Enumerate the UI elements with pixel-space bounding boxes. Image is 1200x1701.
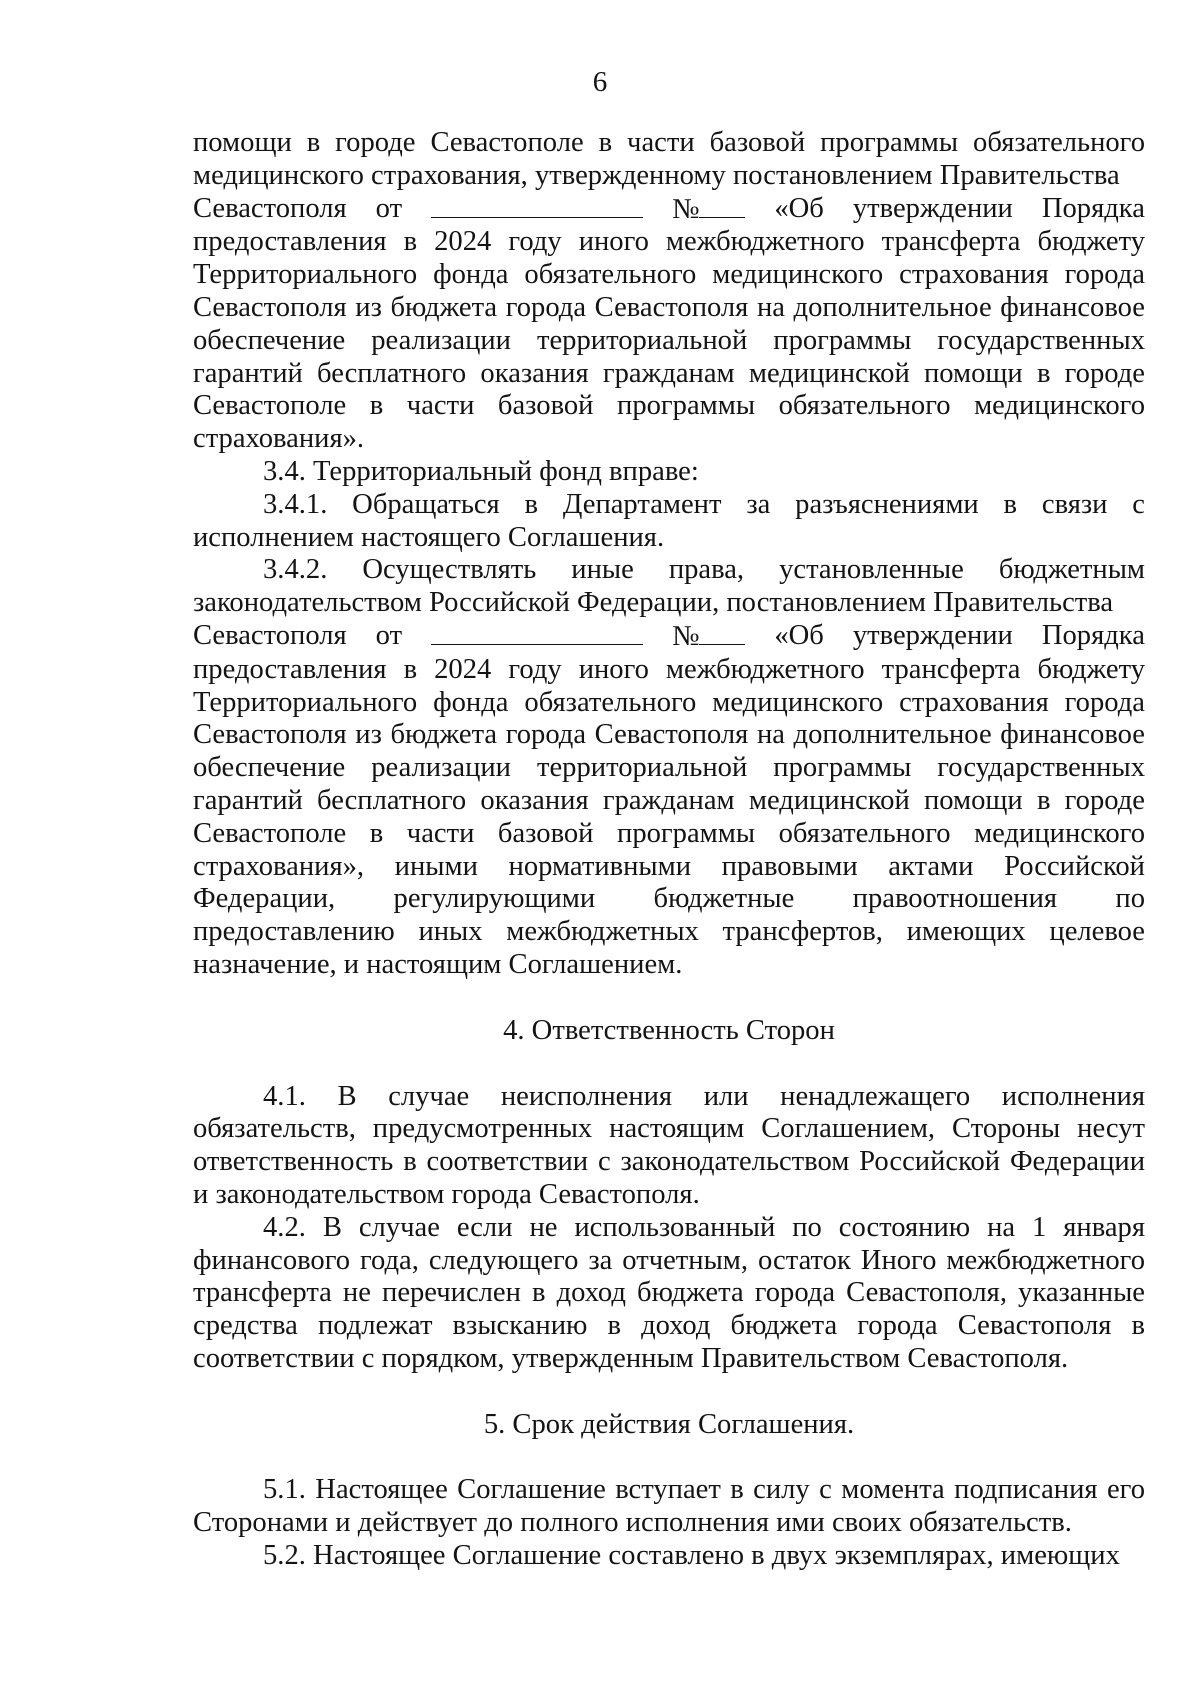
section-heading-5: 5. Срок действия Соглашения. xyxy=(483,1408,855,1440)
ref-word: Порядка xyxy=(1041,619,1145,651)
ref-word: «Об xyxy=(774,192,824,224)
ref-word: Порядка xyxy=(1041,192,1145,224)
clause-3-4-2-continuation: предоставления в 2024 году иного межбюджетного трансферта бюджету Территориального фонда обязательного медицинского страхования города Севастополя из бюджета города Севастополя на дополнительное финансовое обеспечение реализации территориальной программы государственных гарантий бесплатного оказания гражданам медицинской помощи в городе Севастополе в части базовой программы обязательного медицинского страхования», иными нормативными правовыми актами Российской Федерации, регулирующими бюджетные правоотношения по предоставлению иных межбюджетных трансфертов, имеющих целевое назначение, и настоящим Соглашением. xyxy=(193,653,1145,980)
paragraph-continuation-a: помощи в городе Севастополе в части базовой программы обязательного медицинского страхования, утвержденному постановлением Правительства xyxy=(193,127,1145,191)
reference-line-1 xyxy=(193,193,1145,227)
reference-line-2 xyxy=(193,620,1145,654)
ref-word: от xyxy=(375,619,403,651)
ref-number xyxy=(672,620,745,654)
clause-3-4: 3.4. Территориальный фонд вправе: xyxy=(263,455,699,487)
paragraph-continuation-c: предоставления в 2024 году иного межбюджетного трансферта бюджету Территориального фонда обязательного медицинского страхования города Севастополя из бюджета города Севастополя на дополнительное финансовое обеспечение реализации территориальной программы государственных гарантий бесплатного оказания гражданам медицинской помощи в городе Севастополе в части базовой программы обязательного медицинского страхования». xyxy=(193,226,1145,455)
ref-word: Севастополя xyxy=(193,192,347,224)
ref-word: Севастополя xyxy=(193,619,347,651)
clause-3-4-1: 3.4.1. Обращаться в Департамент за разъяснениями в связи с исполнением настоящего Соглашения. xyxy=(193,488,1145,553)
page-number: 6 xyxy=(592,66,608,98)
ref-word: от xyxy=(375,192,403,224)
ref-word: утверждении xyxy=(852,619,1013,651)
ref-word: «Об xyxy=(774,619,824,651)
ref-word: утверждении xyxy=(852,192,1013,224)
clause-5-2: 5.2. Настоящее Соглашение составлено в двух экземплярах, имеющих xyxy=(263,1540,1120,1572)
clause-4-2: 4.2. В случае если не использованный по состоянию на 1 января финансового года, следующего за отчетным, остаток Иного межбюджетного трансферта не перечислен в доход бюджета города Севастополя, указанные средства подлежат взысканию в доход бюджета города Севастополя в соответствии с порядком, утвержденным Правительством Севастополя. xyxy=(193,1211,1145,1374)
clause-4-1: 4.1. В случае неисполнения или ненадлежащего исполнения обязательств, предусмотренных настоящим Соглашением, Стороны несут ответственность в соответствии с законодательством Российской Федерации и законодательством города Севастополя. xyxy=(193,1080,1145,1210)
section-heading-4: 4. Ответственность Сторон xyxy=(503,1014,835,1046)
clause-3-4-2: 3.4.2. Осуществлять иные права, установленные бюджетным законодательством Российской Федерации, постановлением Правительства xyxy=(193,554,1145,619)
number-sign: № xyxy=(672,620,700,652)
date-blank xyxy=(431,193,643,218)
ref-number xyxy=(672,193,745,227)
date-blank xyxy=(431,620,643,645)
number-blank xyxy=(699,620,745,645)
document-body xyxy=(193,127,1145,1573)
number-blank xyxy=(699,193,745,218)
clause-5-1: 5.1. Настоящее Соглашение вступает в силу с момента подписания его Сторонами и действует до полного исполнения ими своих обязательств. xyxy=(193,1474,1145,1539)
number-sign: № xyxy=(672,193,700,225)
